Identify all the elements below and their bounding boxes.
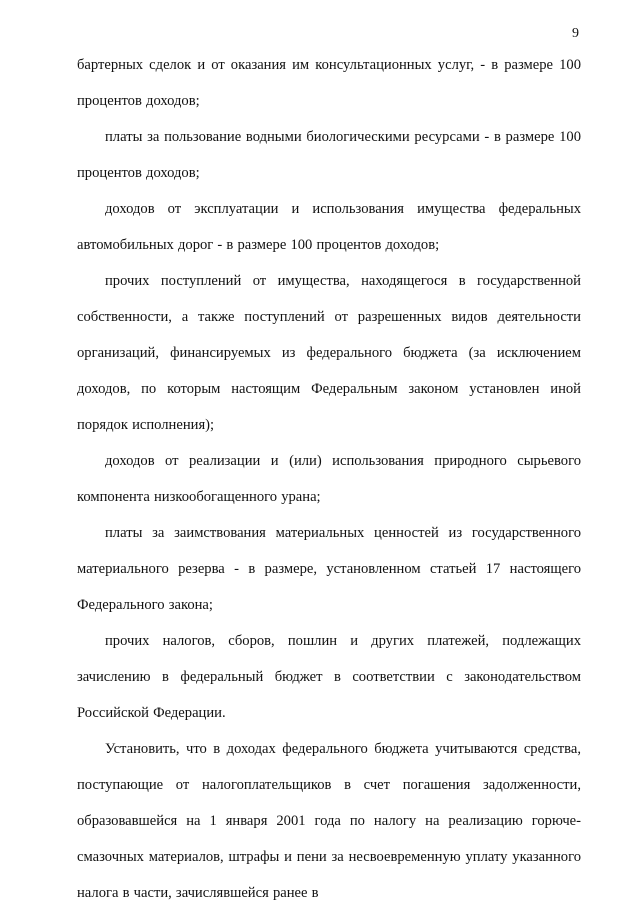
paragraph-1: бартерных сделок и от оказания им консультационных услуг, - в размере 100 процентов доходов; (77, 57, 581, 109)
paragraph-8: Установить, что в доходах федерального бюджета учитываются средства, поступающие от налогоплательщиков в счет погашения задолженности, образовавшейся на 1 января 2001 года по налогу на реализацию горюче-смазочных материалов, штрафы и пени за несвоевременную уплату указанного налога в части, зачислявшейся ранее в (77, 741, 581, 901)
document-body (77, 47, 581, 911)
paragraph-6: платы за заимствования материальных ценностей из государственного материального резерва - в размере, установленном статьей 17 настоящего Федерального закона; (77, 525, 581, 613)
paragraph-4: прочих поступлений от имущества, находящегося в государственной собственности, а также поступлений от разрешенных видов деятельности организаций, финансируемых из федерального бюджета (за исключением доходов, по которым настоящим Федеральным законом установлен иной порядок исполнения); (77, 273, 581, 433)
page-number: 9 (572, 26, 579, 41)
paragraph-7: прочих налогов, сборов, пошлин и других платежей, подлежащих зачислению в федеральный бюджет в соответствии с законодательством Российской Федерации. (77, 633, 581, 721)
paragraph-5: доходов от реализации и (или) использования природного сырьевого компонента низкообогащенного урана; (77, 453, 581, 505)
paragraph-3: доходов от эксплуатации и использования имущества федеральных автомобильных дорог - в размере 100 процентов доходов; (77, 201, 581, 253)
paragraph-2: платы за пользование водными биологическими ресурсами - в размере 100 процентов доходов; (77, 129, 581, 181)
